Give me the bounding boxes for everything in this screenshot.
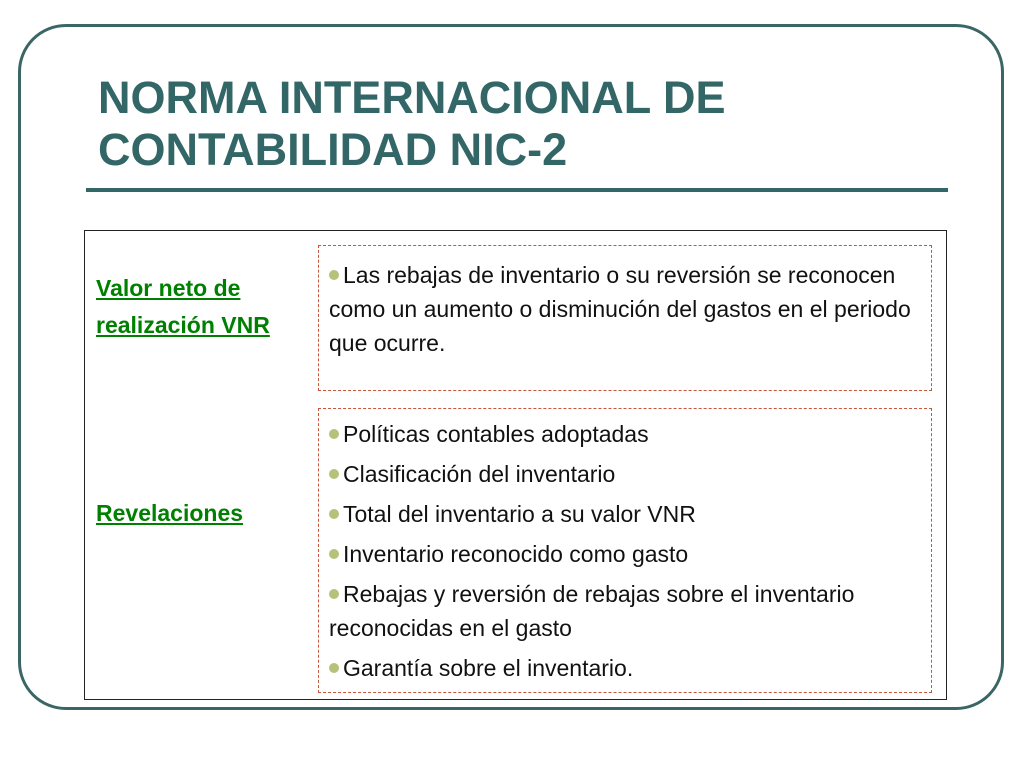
bullet-icon <box>329 509 339 519</box>
list-item <box>329 577 921 645</box>
list-item-text: Rebajas y reversión de rebajas sobre el inventario reconocidas en el gasto <box>329 581 855 641</box>
list-item-text: Garantía sobre el inventario. <box>343 655 634 681</box>
list-item-text: Inventario reconocido como gasto <box>343 541 689 567</box>
list-item <box>329 537 921 571</box>
list-item <box>329 417 921 451</box>
bullet-icon <box>329 429 339 439</box>
bullet-icon <box>329 589 339 599</box>
definition-box-revelaciones <box>318 408 932 693</box>
term-revelaciones[interactable]: Revelaciones <box>96 500 244 526</box>
list-item <box>329 497 921 531</box>
bullet-icon <box>329 663 339 673</box>
list-item-text: Clasificación del inventario <box>343 461 616 487</box>
bullet-icon <box>329 549 339 559</box>
term-valor-neto-de-realizacion[interactable]: Valor neto de realización VNR <box>96 275 270 338</box>
bullet-icon <box>329 270 339 280</box>
slide-title: NORMA INTERNACIONAL DE CONTABILIDAD NIC-2 <box>98 72 726 175</box>
bullet-icon <box>329 469 339 479</box>
definition-text-vnr <box>329 258 921 360</box>
list-item-text: Políticas contables adoptadas <box>343 421 649 447</box>
list-item <box>329 651 921 685</box>
definition-box-vnr <box>318 245 932 391</box>
list-item <box>329 457 921 491</box>
definition-item: Las rebajas de inventario o su reversión se reconocen como un aumento o disminución del gastos en el periodo que ocurre. <box>329 262 911 356</box>
title-divider <box>86 188 948 192</box>
list-item-text: Total del inventario a su valor VNR <box>343 501 696 527</box>
